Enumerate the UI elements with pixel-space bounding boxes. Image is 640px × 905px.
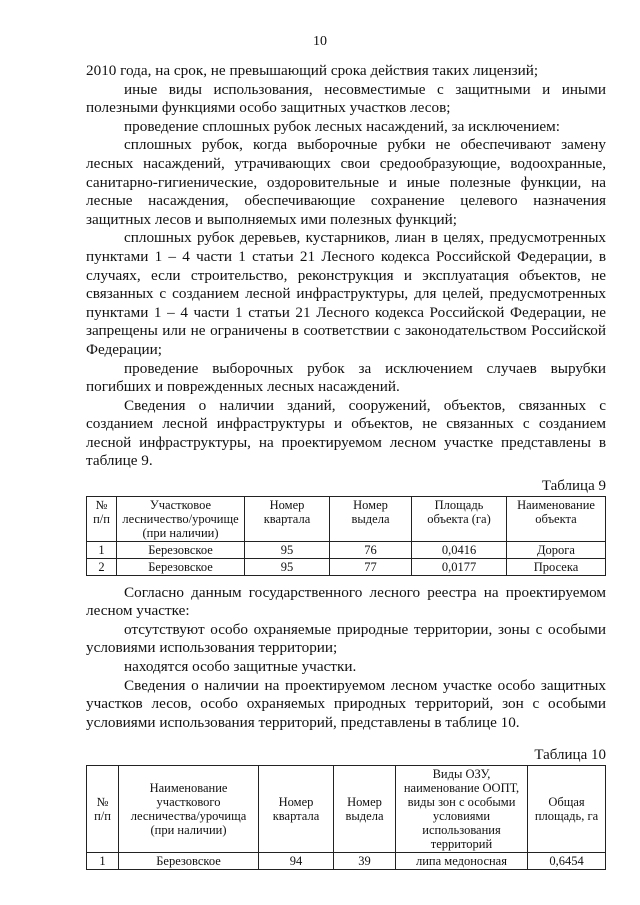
column-header: Наименование участкового лесничества/урочища (при наличии) bbox=[119, 766, 259, 853]
paragraph: иные виды использования, несовместимые с защитными и иными полезными функциями особо защитных участков лесов; bbox=[86, 80, 606, 117]
table-cell: 77 bbox=[330, 558, 412, 575]
column-header: Номер квартала bbox=[259, 766, 334, 853]
table-cell: 0,6454 bbox=[528, 853, 606, 870]
table-cell: Березовское bbox=[117, 558, 245, 575]
column-header: Номер квартала bbox=[245, 496, 330, 541]
table9-caption: Таблица 9 bbox=[541, 478, 606, 495]
table-row bbox=[87, 853, 606, 870]
document-body bbox=[86, 62, 606, 870]
paragraph: проведение выборочных рубок за исключением случаев вырубки погибших и поврежденных лесных насаждений. bbox=[86, 359, 606, 396]
table-cell: 0,0416 bbox=[412, 541, 507, 558]
column-header: Номер выдела bbox=[334, 766, 396, 853]
table-cell: Березовское bbox=[119, 853, 259, 870]
table-cell: липа медоносная bbox=[396, 853, 528, 870]
table-cell: Дорога bbox=[507, 541, 606, 558]
paragraph: проведение сплошных рубок лесных насаждений, за исключением: bbox=[124, 117, 560, 135]
table-cell: Просека bbox=[507, 558, 606, 575]
table-cell: 94 bbox=[259, 853, 334, 870]
column-header: Общая площадь, га bbox=[528, 766, 606, 853]
table-9 bbox=[86, 496, 606, 576]
paragraphs-section-a bbox=[86, 62, 606, 471]
column-header: Виды ОЗУ, наименование ООПТ, виды зон с особыми условиями использования территорий bbox=[396, 766, 528, 853]
column-header: Наименование объекта bbox=[507, 496, 606, 541]
column-header: Участковое лесничество/урочище (при наличии) bbox=[117, 496, 245, 541]
paragraph: 2010 года, на срок, не превышающий срока действия таких лицензий; bbox=[86, 62, 539, 79]
table-row bbox=[87, 541, 606, 558]
page-number: 10 bbox=[313, 34, 327, 49]
table-cell: 76 bbox=[330, 541, 412, 558]
table-cell: 39 bbox=[334, 853, 396, 870]
table-cell: Березовское bbox=[117, 541, 245, 558]
table10-caption: Таблица 10 bbox=[534, 747, 606, 764]
table-row bbox=[87, 558, 606, 575]
table-10 bbox=[86, 765, 606, 870]
paragraph: сплошных рубок, когда выборочные рубки не обеспечивают замену лесных насаждений, утрачивающих свои средообразующие, водоохранные, санитарно-гигиенические, оздоровительные и иные полезные функции, на лесные насаждения, обеспечивающие сохранение целевого назначения защитных лесов и выполняемых ими полезных функций; bbox=[86, 136, 606, 228]
paragraphs-section-b bbox=[86, 584, 606, 733]
column-header: Площадь объекта (га) bbox=[412, 496, 507, 541]
table-cell: 95 bbox=[245, 558, 330, 575]
table-cell: 2 bbox=[87, 558, 117, 575]
table-cell: 95 bbox=[245, 541, 330, 558]
paragraph: сплошных рубок деревьев, кустарников, лиан в целях, предусмотренных пунктами 1 – 4 части 1 статьи 21 Лесного кодекса Российской Федерации, в случаях, если строительство, реконструкция и эксплуатация объектов, не связанных с созданием лесной инфраструктуры, для целей, предусмотренных пунктами 1 – 4 части 1 статьи 21 Лесного кодекса Российской Федерации, не запрещены или не ограничены в соответствии с законодательством Российской Федерации; bbox=[86, 229, 606, 358]
column-header: № п/п bbox=[87, 766, 119, 853]
column-header: № п/п bbox=[87, 496, 117, 541]
paragraph: Сведения о наличии зданий, сооружений, объектов, связанных с созданием лесной инфраструктуры и объектов, не связанных с созданием лесной инфраструктуры, на проектируемом лесном участке представлены в таблице 9. bbox=[86, 396, 606, 470]
paragraph: находятся особо защитные участки. bbox=[124, 658, 357, 676]
paragraph: Согласно данным государственного лесного реестра на проектируемом лесном участке: bbox=[86, 583, 606, 620]
paragraph: отсутствуют особо охраняемые природные территории, зоны с особыми условиями использования территории; bbox=[86, 620, 606, 657]
paragraph: Сведения о наличии на проектируемом лесном участке особо защитных участков лесов, особо охраняемых природных территорий, зон с особыми условиями использования территорий, представлены в таблице 10. bbox=[86, 676, 606, 731]
table-cell: 1 bbox=[87, 853, 119, 870]
table-cell: 1 bbox=[87, 541, 117, 558]
column-header: Номер выдела bbox=[330, 496, 412, 541]
table-cell: 0,0177 bbox=[412, 558, 507, 575]
